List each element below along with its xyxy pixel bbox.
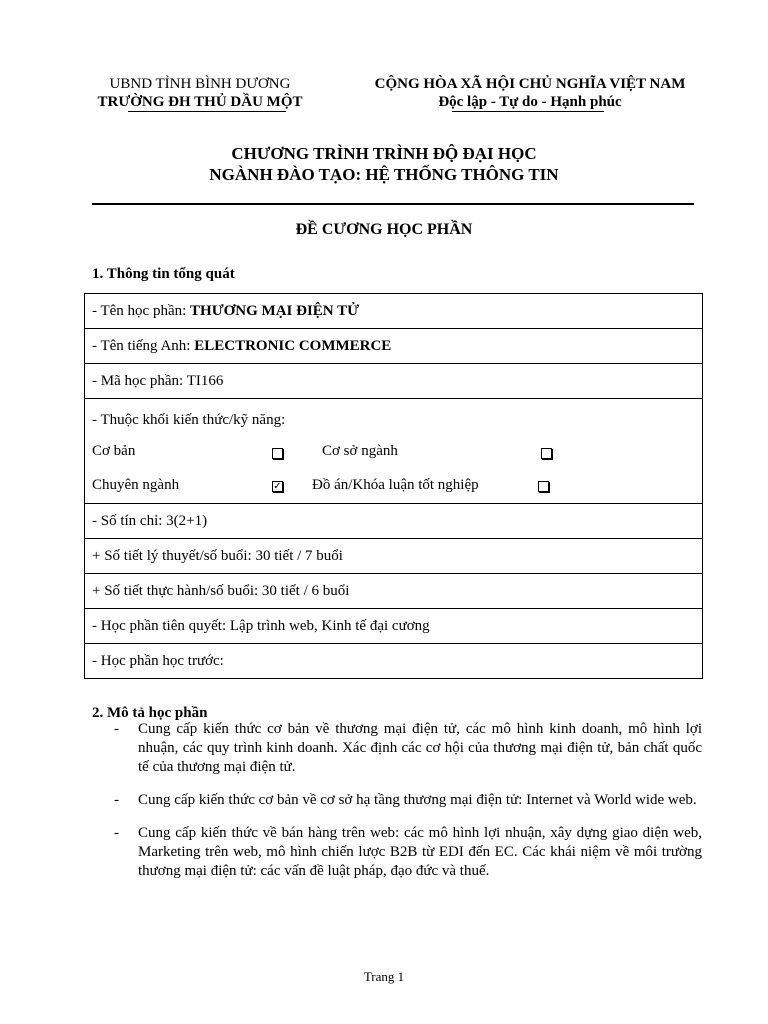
bullet-dash: - [114,825,119,841]
credits-cell: - Số tín chỉ: 3(2+1) [85,504,703,539]
prerequisite-cell: - Học phần tiên quyết: Lập trình web, Kinh tế đại cương [85,609,703,644]
option-co-so-nganh-label: Cơ sở ngành [322,443,398,459]
description-text: Cung cấp kiến thức cơ bản về thương mại điện tử, các mô hình kinh doanh, mô hình lợi nhuận, các quy trình kinh doanh. Xác định các cơ hội của thương mại điện tử, bản chất quốc tế của thương mại điện tử. [138,721,702,775]
description-list [92,720,702,895]
bullet-dash: - [114,721,119,737]
program-title: CHƯƠNG TRÌNH TRÌNH ĐỘ ĐẠI HỌC [231,144,537,163]
course-name-label: - Tên học phần: [92,302,191,319]
english-name-value: ELECTRONIC COMMERCE [194,337,392,354]
table-row [85,609,703,644]
table-row [85,504,703,539]
title-divider [92,203,694,205]
english-name-label: - Tên tiếng Anh: [92,337,195,354]
list-item [92,824,702,881]
checkbox-do-an[interactable] [538,481,549,492]
checkbox-co-ban[interactable] [272,448,283,459]
page-number: Trang 1 [363,969,405,984]
previous-course-cell: - Học phần học trước: [85,644,703,679]
course-name-cell [85,294,703,329]
table-row [85,574,703,609]
bullet-dash: - [114,792,119,808]
checkbox-co-so-nganh[interactable] [541,448,552,459]
list-item [92,791,702,810]
national-motto-block [350,75,710,111]
section2-heading: 2. Mô tả học phần [92,705,208,721]
motto-underline [452,111,604,112]
university-name: TRƯỜNG ĐH THỦ DẦU MỘT [97,94,303,110]
practice-hours-cell: + Số tiết thực hành/số buổi: 30 tiết / 6 buổi [85,574,703,609]
issuer-underline [128,111,286,112]
syllabus-title: ĐỀ CƯƠNG HỌC PHẦN [295,221,473,238]
national-name: CỘNG HÒA XÃ HỘI CHỦ NGHĨA VIỆT NAM [374,76,686,92]
issuer-block [85,75,315,111]
section1-heading: 1. Thông tin tổng quát [92,266,235,282]
province-name: UBND TỈNH BÌNH DƯƠNG [109,76,291,92]
table-row [85,364,703,399]
knowledge-label: - Thuộc khối kiến thức/kỹ năng: [92,412,286,428]
table-row [85,399,703,504]
knowledge-options [92,429,695,499]
knowledge-cell [85,399,703,504]
english-name-cell [85,329,703,364]
national-motto: Độc lập - Tự do - Hạnh phúc [438,94,622,110]
option-chuyen-nganh-label: Chuyên ngành [92,477,180,493]
course-code-cell: - Mã học phần: TI166 [85,364,703,399]
table-row [85,644,703,679]
theory-hours-cell: + Số tiết lý thuyết/số buổi: 30 tiết / 7 buổi [85,539,703,574]
general-info-table [84,293,703,679]
document-title [60,143,708,185]
table-row [85,539,703,574]
checkbox-chuyen-nganh[interactable]: ✓ [273,481,282,492]
table-row [85,294,703,329]
description-text: Cung cấp kiến thức cơ bản về cơ sở hạ tầng thương mại điện tử: Internet và World wide web. [138,792,697,808]
option-co-ban-label: Cơ bản [92,443,136,459]
option-do-an-label: Đồ án/Khóa luận tốt nghiệp [312,477,479,493]
major-title: NGÀNH ĐÀO TẠO: HỆ THỐNG THÔNG TIN [209,165,559,184]
table-row [85,329,703,364]
course-name-value: THƯƠNG MẠI ĐIỆN TỬ [190,302,360,319]
description-text: Cung cấp kiến thức về bán hàng trên web: các mô hình lợi nhuận, xây dựng giao diện web, Marketing trên web, mô hình chiến lược B2B từ EDI đến EC. Các khái niệm về môi trường thương mại điện tử: các vấn đề luật pháp, đạo đức và thuế. [138,825,702,879]
list-item [92,720,702,777]
